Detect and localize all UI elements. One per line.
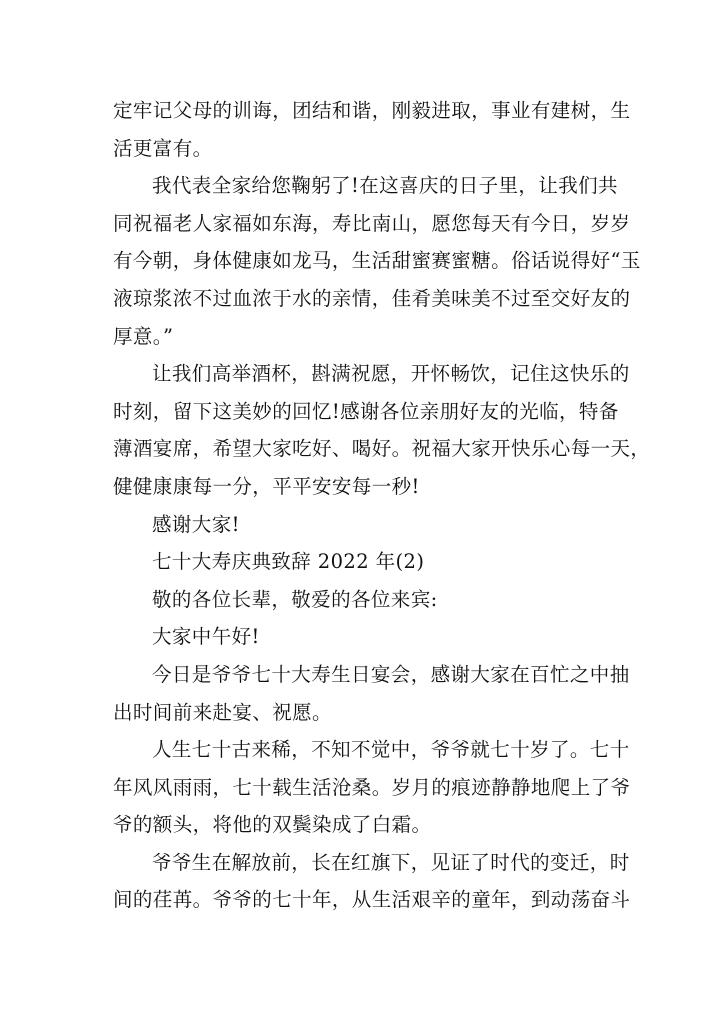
text-line: 今日是爷爷七十大寿生日宴会，感谢大家在百忙之中抽 xyxy=(152,662,630,686)
text-line: 大家中午好! xyxy=(152,625,260,649)
text-line: 年风风雨雨，七十载生活沧桑。岁月的痕迹静静地爬上了爷 xyxy=(113,775,631,799)
text-line: 七十大寿庆典致辞 2022 年(2) xyxy=(152,550,425,574)
text-line: 同祝福老人家福如东海，寿比南山，愿您每天有今日，岁岁 xyxy=(113,211,631,235)
text-line: 我代表全家给您鞠躬了!在这喜庆的日子里，让我们共 xyxy=(152,174,618,198)
text-line: 间的荏苒。爷爷的七十年，从生活艰辛的童年，到动荡奋斗 xyxy=(113,888,631,912)
text-line: 有今朝，身体健康如龙马，生活甜蜜赛蜜糖。俗话说得好“玉 xyxy=(113,249,641,273)
text-line: 感谢大家! xyxy=(152,512,240,536)
text-line: 活更富有。 xyxy=(113,136,213,160)
text-line: 爷的额头，将他的双鬓染成了白霜。 xyxy=(113,813,432,837)
text-line: 让我们高举酒杯，斟满祝愿，开怀畅饮，记住这快乐的 xyxy=(152,362,630,386)
text-line: 健健康康每一分，平平安安每一秒! xyxy=(113,474,420,498)
text-line: 爷爷生在解放前，长在红旗下，见证了时代的变迁，时 xyxy=(152,850,630,874)
text-line: 薄酒宴席，希望大家吃好、喝好。祝福大家开快乐心每一天， xyxy=(113,437,651,461)
text-line: 人生七十古来稀，不知不觉中，爷爷就七十岁了。七十 xyxy=(152,738,630,762)
text-line: 定牢记父母的训诲，团结和谐，刚毅进取，事业有建树，生 xyxy=(113,99,631,122)
text-line: 出时间前来赴宴、祝愿。 xyxy=(113,700,332,724)
text-line: 液琼浆浓不过血浓于水的亲情，佳肴美味美不过至交好友的 xyxy=(113,286,631,310)
text-line: 敬的各位长辈，敬爱的各位来宾: xyxy=(152,587,438,611)
text-line: 时刻，留下这美妙的回忆!感谢各位亲朋好友的光临，特备 xyxy=(113,399,619,423)
text-line: 厚意。” xyxy=(113,324,174,348)
document-body xyxy=(113,92,651,919)
